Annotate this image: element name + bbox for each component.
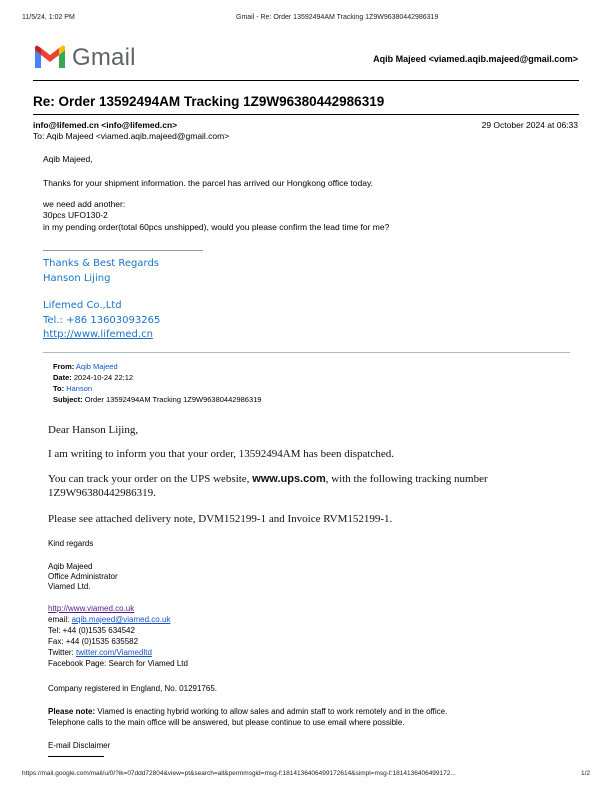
viamed-website-link[interactable]: http://www.viamed.co.uk — [48, 604, 135, 613]
quoted-text: , with the following tracking number — [325, 473, 488, 485]
gmail-wordmark: Gmail — [72, 44, 136, 71]
print-datetime: 11/5/24, 1:02 PM — [22, 14, 75, 21]
signature-name: Hanson Lijing — [43, 273, 111, 284]
quote-divider — [43, 352, 570, 353]
note-label: Please note: — [48, 707, 96, 716]
quoted-salutation: Dear Hanson Lijing, — [48, 424, 139, 436]
tracking-number: 1Z9W96380442986319. — [48, 487, 156, 499]
message-from: info@lifemed.cn <info@lifemed.cn> — [33, 120, 178, 130]
header-divider — [33, 80, 579, 81]
body-line: 30pcs UFO130-2 — [43, 210, 108, 220]
quoted-to — [53, 384, 92, 393]
quoted-paragraph — [48, 473, 488, 485]
body-line: in my pending order(total 60pcs unshipped), would you please confirm the lead time for me? — [43, 222, 390, 232]
quoted-text: You can track your order on the UPS website, — [48, 473, 253, 485]
signature-divider — [43, 250, 203, 251]
print-url: https://mail.google.com/mail/u/0/?ik=07ddd72804&view=pt&search=all&permmsgid=msg-f:1814136406499172614&simpl=msg-f:1814136406499172... — [22, 770, 456, 777]
gmail-m-icon — [33, 44, 67, 70]
quoted-paragraph: I am writing to inform you that your order, 13592494AM has been dispatched. — [48, 448, 394, 460]
disclaimer-rule — [48, 756, 104, 757]
sender-fax: Fax: +44 (0)1535 635582 — [48, 637, 139, 646]
message-date: 29 October 2024 at 06:33 — [481, 120, 578, 130]
greeting: Aqib Majeed, — [43, 154, 93, 164]
signature-website-link[interactable]: http://www.lifemed.cn — [43, 329, 153, 340]
twitter-label: Twitter: — [48, 648, 77, 657]
quoted-from-label: From: — [53, 362, 75, 371]
quoted-paragraph: Please see attached delivery note, DVM152199-1 and Invoice RVM152199-1. — [48, 513, 393, 525]
account-email: Aqib Majeed <viamed.aqib.majeed@gmail.com> — [373, 54, 578, 64]
sender-name: Aqib Majeed — [48, 562, 93, 571]
quoted-date-value: 2024-10-24 22:12 — [73, 373, 134, 382]
quoted-from — [53, 362, 118, 371]
email-label: email: — [48, 615, 72, 624]
hybrid-working-note — [48, 707, 447, 716]
quoted-from-link[interactable]: Aqib Majeed — [75, 362, 118, 371]
twitter-link[interactable]: twitter.com/Viamedltd — [76, 648, 152, 657]
message-to: To: Aqib Majeed <viamed.aqib.majeed@gmail.com> — [33, 131, 230, 141]
quoted-date-label: Date: — [53, 373, 72, 382]
sender-facebook: Facebook Page: Search for Viamed Ltd — [48, 659, 188, 668]
quoted-to-label: To: — [53, 384, 65, 393]
body-line: we need add another: — [43, 199, 126, 209]
kind-regards: Kind regards — [48, 539, 94, 548]
signature-phone: Tel.: +86 13603093265 — [43, 315, 161, 326]
telephone-note: Telephone calls to the main office will be answered, but please continue to use email where possible. — [48, 718, 405, 727]
sender-tel: Tel: +44 (0)1535 634542 — [48, 626, 135, 635]
quoted-subject — [53, 395, 261, 404]
quoted-subject-label: Subject: — [53, 395, 83, 404]
email-disclaimer-heading: E-mail Disclaimer — [48, 741, 111, 750]
company-registration: Company registered in England, No. 01291765. — [48, 684, 217, 693]
sender-twitter — [48, 648, 152, 657]
quoted-date — [53, 373, 133, 382]
email-link[interactable]: aqib.majeed@viamed.co.uk — [71, 615, 171, 624]
quoted-subject-value: Order 13592494AM Tracking 1Z9W96380442986319 — [84, 395, 262, 404]
page-number: 1/2 — [580, 770, 590, 777]
ups-website: www.ups.com — [252, 473, 326, 485]
signature-company: Lifemed Co.,Ltd — [43, 300, 122, 311]
subject-divider — [33, 114, 579, 115]
note-text: Viamed is enacting hybrid working to allow sales and admin staff to work remotely and in the office. — [95, 707, 448, 716]
signature-regards: Thanks & Best Regards — [43, 258, 160, 269]
sender-email — [48, 615, 170, 624]
quoted-to-link[interactable]: Hanson — [66, 384, 93, 393]
sender-title: Office Administrator — [48, 572, 118, 581]
body-line: Thanks for your shipment information. the parcel has arrived our Hongkong office today. — [43, 178, 373, 188]
thread-subject: Re: Order 13592494AM Tracking 1Z9W96380442986319 — [33, 94, 385, 109]
print-page-title: Gmail - Re: Order 13592494AM Tracking 1Z9W96380442986319 — [236, 14, 439, 21]
sender-company: Viamed Ltd. — [48, 582, 91, 591]
